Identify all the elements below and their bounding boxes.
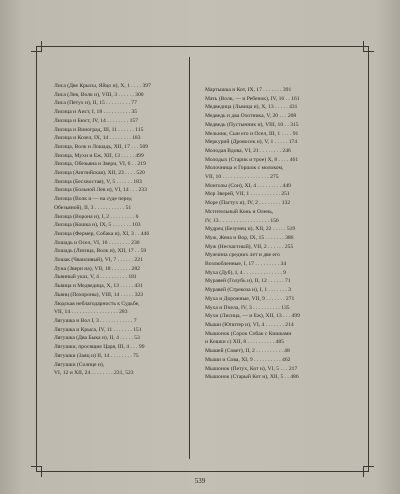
frame-corner-top-right: [363, 41, 374, 52]
index-entry: Лисица и Виноград, III, 11 . . . . . . 115: [54, 126, 144, 133]
index-entry: Монголы (Сон), XI, 4 . . . . . . . . . 449: [205, 182, 291, 189]
page-number: 539: [194, 477, 206, 485]
index-entry: Лиса (Лев, Волк и), VIII, 3 . . . . . . 300: [54, 91, 144, 98]
index-entry: VI, 12 и XII, 24 . . . . . . . . 231, 523: [54, 370, 134, 377]
index-entry: Молодая Вдова, VI, 21 . . . . . . . . 246: [205, 147, 291, 154]
index-entry: Лягушка и Крыса, IV, 11 . . . . . . . 151: [54, 326, 142, 333]
frame-corner-bottom-left: [31, 466, 42, 477]
index-entry: Лисица и Бюст, IV, 14 . . . . . . . . 157: [54, 117, 138, 124]
index-entry: Лягушки (Заяц и) II, 14 . . . . . . . . 75: [54, 352, 139, 359]
index-entry: Лисица и Аист, I, 18 . . . . . . . . . . 35: [54, 109, 138, 116]
index-entry: Лягушки (Солнце и),: [54, 361, 105, 368]
index-entry: Мстительный Конь и Олень,: [205, 208, 274, 215]
index-entry: Мышонок (Старый Кот и), XII, 5 . . 486: [205, 374, 299, 381]
index-entry: Обезьяной), II, 3 . . . . . . . . . . . 51: [54, 204, 132, 211]
index-entry: Меркурий (Дровосек и), V, 1 . . . . . 174: [205, 139, 298, 146]
index-entry: Лисица (Английская), XII, 23 . . . . 520: [54, 170, 145, 177]
index-entry: Лошадь и Осел, VI, 16 . . . . . . . . 236: [54, 239, 140, 246]
index-entry: Медведь (Пустынник и), VIII, 10 . . 315: [205, 121, 299, 128]
index-entry: и Кошки с) XII, 8 . . . . . . . . . . 485: [205, 339, 284, 346]
index-entry: Лисица, Мухи и Еж, XII, 13 . . . . . 499: [54, 152, 144, 159]
index-entry: Лиса (Две Крысы, Яйцо и), X, 1 . . . . 397: [54, 83, 151, 89]
index-entry: VII, 14 . . . . . . . . . . . . . . . . . 283: [54, 309, 128, 316]
index-entry: Лисица, Обезьяна и Звери, VI, 6 . . 219: [54, 161, 146, 168]
index-entry: Людская неблагодарность к Судьбе,: [54, 300, 140, 307]
index-entry: Муха (Дуб), I, 4 . . . . . . . . . . . . . . 9: [205, 269, 286, 276]
index-entry: Муравей (Голубь и), II, 12 . . . . . . 71: [205, 278, 291, 285]
index-entry: Лягушка (Два Быка и), II, 4 . . . . . 53: [54, 335, 140, 342]
index-entry: Муха и Пчела, IV, 3 . . . . . . . . . . 135: [205, 304, 290, 311]
index-entry: Возлюбленные, I, 17 . . . . . . . . . 34: [205, 261, 287, 268]
index-entry: Лисица (Больной Лев и), VI, 14 . . . 233: [54, 187, 147, 194]
index-entry: Молодых (Старик и трое) X, 8 . . . . 461: [205, 156, 299, 163]
index-entry: Муж, Жена и Вор, IX, 15 . . . . . . . 386: [205, 234, 294, 241]
index-entry: Лисица, Волк и Лошадь, XII, 17 . . . 509: [54, 143, 149, 150]
index-entry: Лягушки, просящие Царя, III, 4 . . . 99: [54, 344, 145, 351]
index-entry: Мухи (Лисица, — и Еж), XII, 13 . . . 499: [205, 313, 300, 320]
index-entry: Мудрец (Безумец и), XII, 22 . . . . . 519: [205, 226, 296, 233]
index-entry: Лисица (Фермер, Собака и), XI, 3 . . 446: [54, 230, 150, 237]
index-entry: Львица и Медведица, X, 13 . . . . . 431: [54, 283, 143, 290]
index-entry: Луна (Звери на), VII, 18 . . . . . . . 282: [54, 265, 140, 272]
index-entry: Лисица (Волк и — на суде перед: [54, 196, 132, 203]
index-right-column: [205, 86, 337, 382]
index-entry: Медведица (Львица и), X, 13 . . . . . 431: [205, 104, 298, 111]
index-entry: Мышонок (Сорок Собак с Кишками: [205, 330, 292, 337]
column-divider: [189, 57, 190, 459]
index-entry: Муж (Несчастный), VII, 2 . . . . . . 255: [205, 243, 294, 250]
index-entry: Львиный указ, V, 4 . . . . . . . . . . 181: [54, 274, 137, 281]
index-entry: Мышей (Совет), II, 2 . . . . . . . . . . 48: [205, 348, 290, 355]
index-left-column: [54, 82, 186, 378]
index-entry: Молочница и Горшок с молоком,: [205, 165, 284, 172]
index-entry: Лягушка и Вол I, 3 . . . . . . . . . . . . 7: [54, 317, 137, 324]
index-entry: Мельник, Сын его и Осел, III, 1 . . . . 91: [205, 130, 299, 137]
frame-corner-bottom-right: [363, 466, 374, 477]
index-entry: Муравей (Стрекоза и), I, 1 . . . . . . . 3: [205, 287, 291, 294]
index-entry: Лисица (Кошка и), IX, 5 . . . . . . . 103: [54, 222, 141, 229]
index-entry: Муха и Дорожные, VII, 9 . . . . . . . 271: [205, 295, 295, 302]
index-entry: Лисица (Бесхвостая), V, 5 . . . . . . 183: [54, 178, 142, 185]
index-entry: Море (Пастух и), IV, 2 . . . . . . . . 132: [205, 200, 291, 207]
index-entry: Медведь и два Охотника, V, 20 . . . 208: [205, 113, 297, 120]
index-entry: Львиц (Похороны), VIII, 14 . . . . . 323: [54, 291, 144, 298]
index-entry: Мыши (Юпитер и), VI, 4 . . . . . . . 214: [205, 321, 294, 328]
frame-corner-top-left: [31, 41, 42, 52]
index-entry: Мужчина средних лет и две его: [205, 252, 280, 259]
index-entry: IV, 13 . . . . . . . . . . . . . . . . . . 156: [205, 217, 279, 224]
index-entry: Лошадь (Лисица, Волк и), XII, 17 . . 59: [54, 248, 147, 255]
index-entry: Лиса (Петух и), II, 15 . . . . . . . . . 77: [54, 100, 137, 107]
index-entry: Мор Зверей, VII, 1 . . . . . . . . . . . 251: [205, 191, 290, 198]
index-entry: Мышонок (Петух, Кот и), VI, 5 . . . 217: [205, 365, 298, 372]
index-entry: Лошак (Чванливый), VI, 7 . . . . . . 221: [54, 257, 143, 264]
index-entry: Мать (Волк, — и Ребенок), IV, 16 . . 161: [205, 95, 300, 102]
index-entry: Лисица (Ворона и), I, 2 . . . . . . . . . 6: [54, 213, 139, 220]
index-entry: Мыши и Сова, XI, 9 . . . . . . . . . . 462: [205, 356, 291, 363]
index-entry: VII, 10 . . . . . . . . . . . . . . . . . 275: [205, 174, 279, 181]
index-entry: Мартышка и Кот, IX, 17 . . . . . . . 391: [205, 87, 292, 93]
index-entry: Лисица и Козел, IX, 14 . . . . . . . . 183: [54, 135, 141, 142]
